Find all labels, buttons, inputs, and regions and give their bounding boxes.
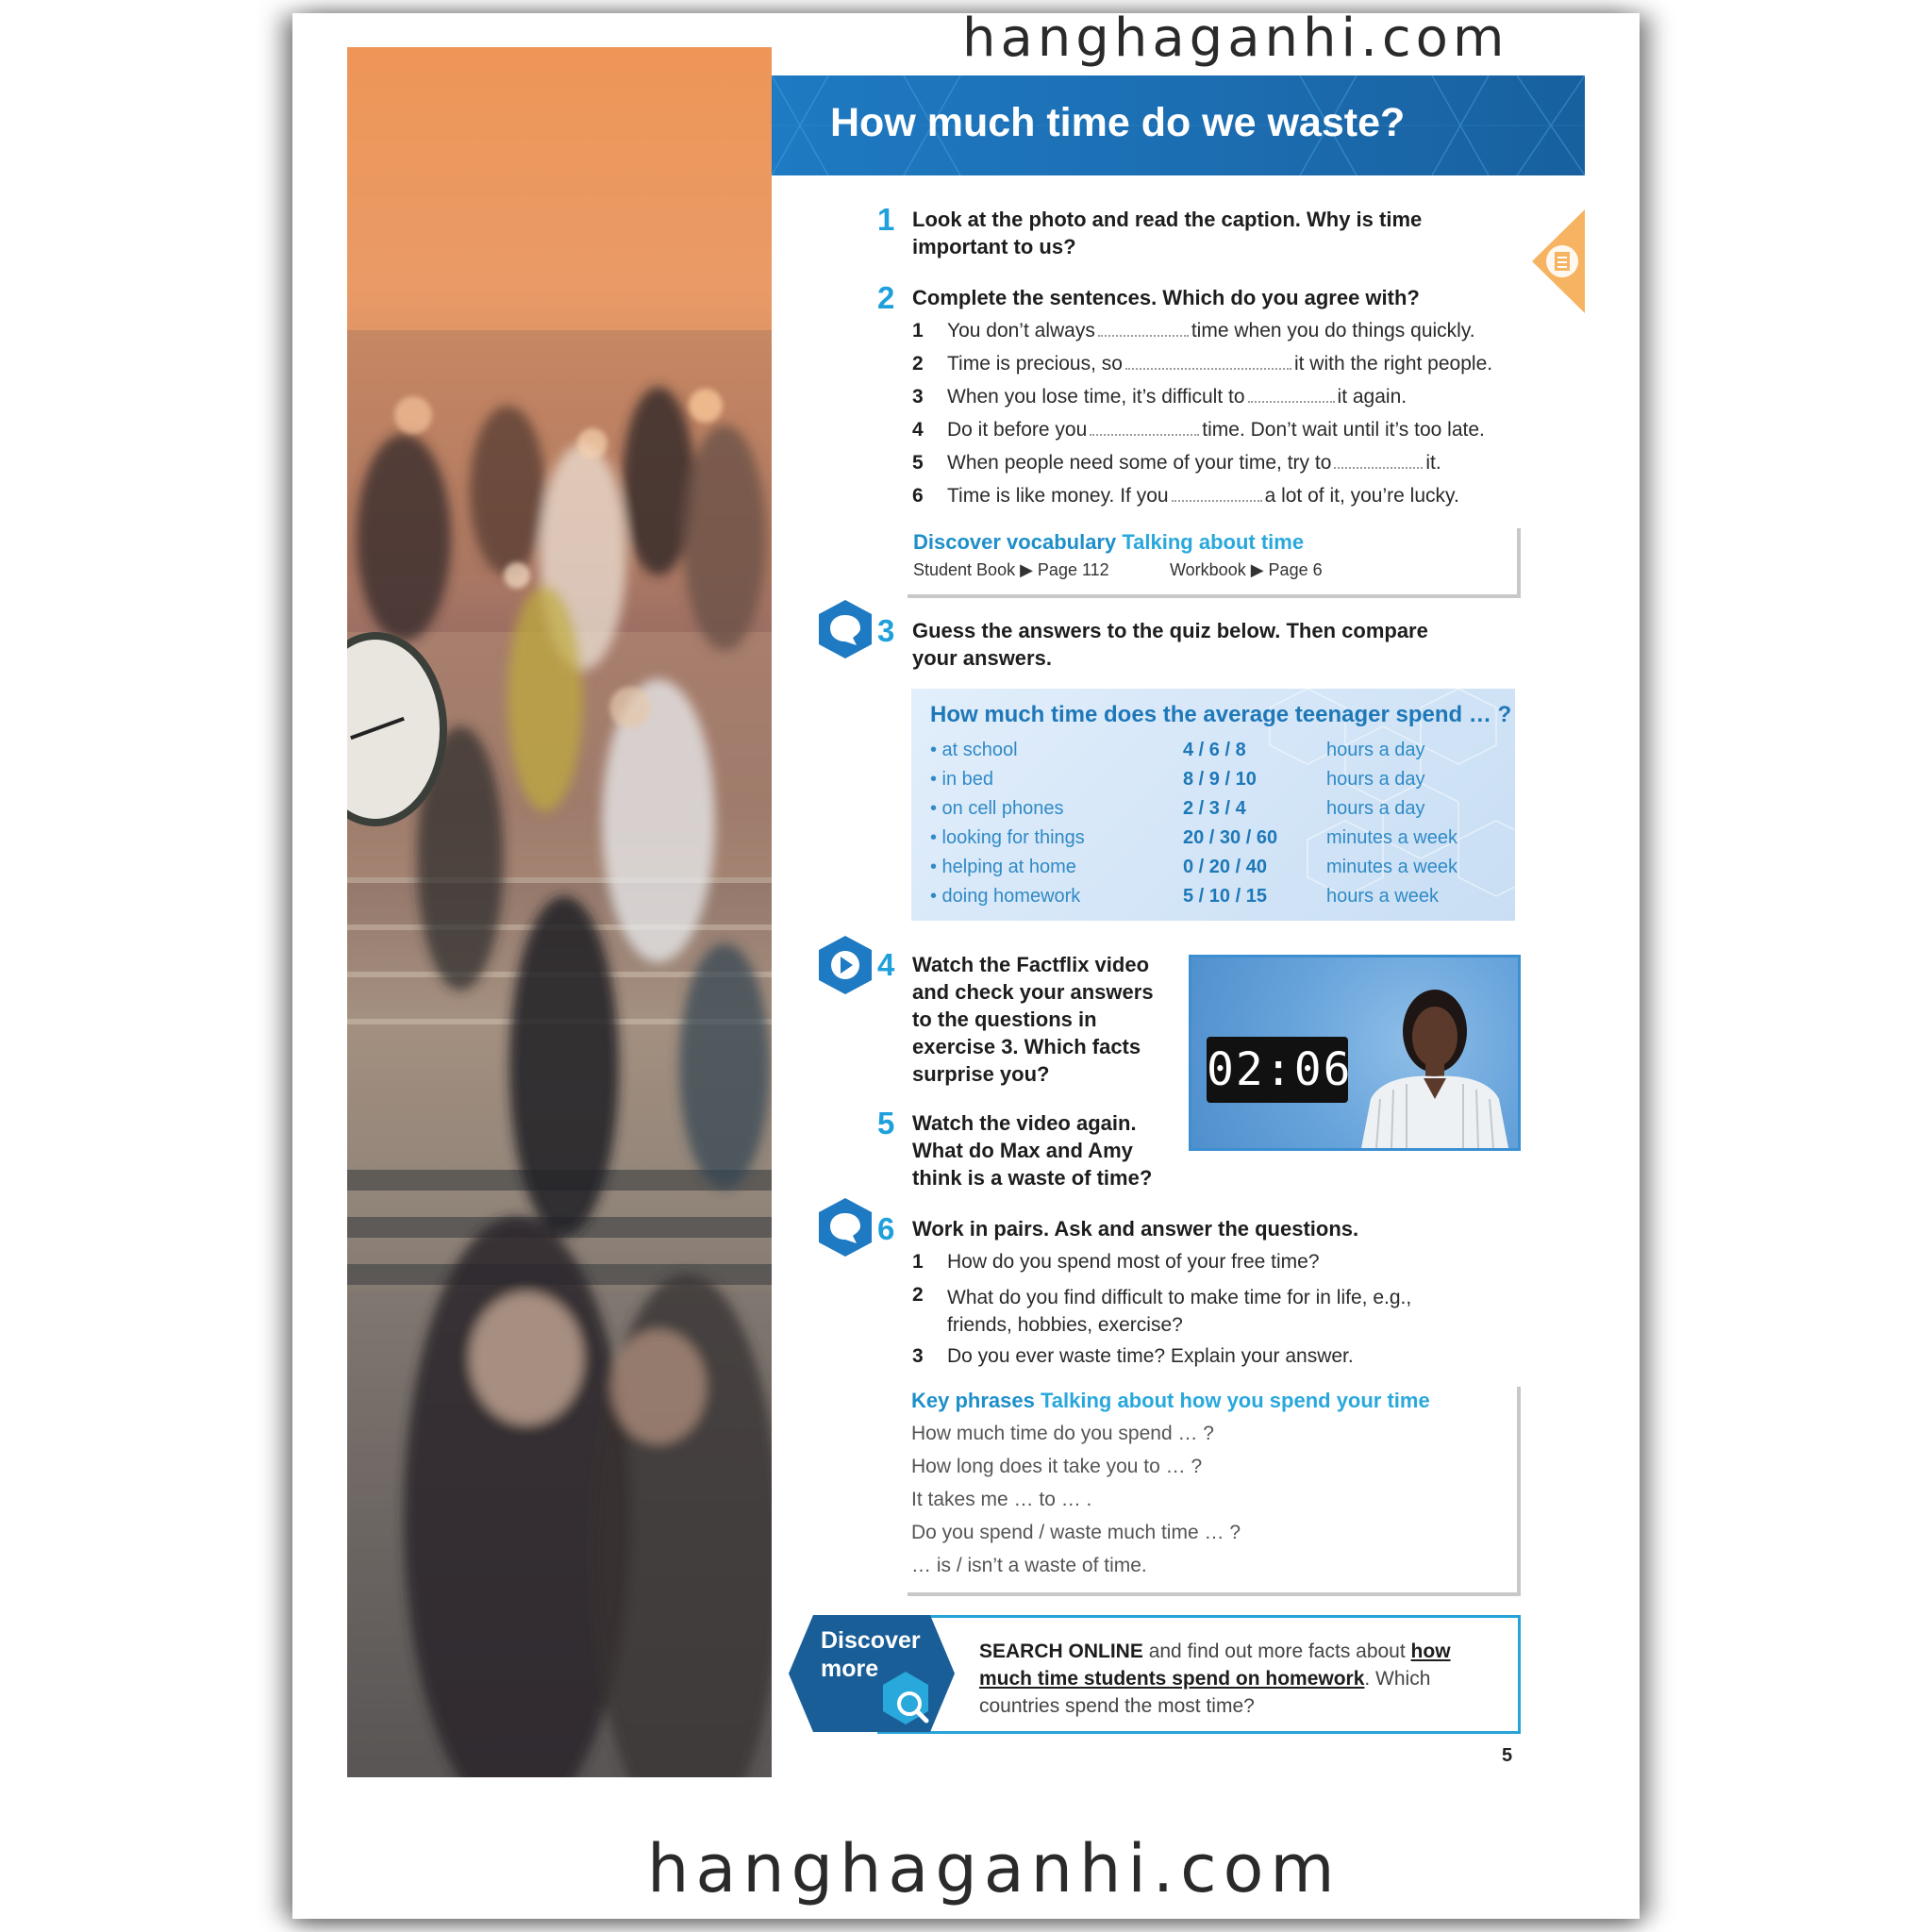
exercise-4-number: 4: [877, 947, 895, 982]
crowd-photo: [347, 47, 772, 1777]
key-phrases-box: [908, 1387, 1521, 1596]
document-icon[interactable]: [1532, 209, 1585, 313]
ex2-item-6: Time is like money. If you a lot of it, you’re lucky.: [947, 485, 1459, 507]
ex2-item-3: When you lose time, it’s difficult to it again.: [947, 386, 1407, 408]
key-phrase: How much time do you spend … ?: [911, 1423, 1214, 1444]
exercise-2-number: 2: [877, 280, 895, 315]
ex2-item-number: 1: [912, 320, 924, 341]
exercise-5-number: 5: [877, 1106, 895, 1141]
answer-blank[interactable]: [1125, 353, 1291, 370]
answer-blank[interactable]: [1090, 419, 1199, 436]
vocab-workbook-ref[interactable]: Workbook ▶ Page 6: [1170, 560, 1323, 579]
discover-more-label: Discover more: [821, 1627, 921, 1682]
ex6-item-3: Do you ever waste time? Explain your answer.: [947, 1345, 1354, 1367]
exercise-6-instruction: Work in pairs. Ask and answer the questions.: [912, 1217, 1359, 1241]
exercise-3-instruction: Guess the answers to the quiz below. Then compare your answers.: [912, 619, 1428, 670]
key-phrases-topic: Talking about how you spend your time: [1040, 1389, 1430, 1412]
presenter-image: [1191, 958, 1518, 1148]
exercise-5-instruction: Watch the video again. What do Max and Amy think is a waste of time?: [912, 1111, 1153, 1190]
watermark-bottom: hanghaganhi.com: [647, 1830, 1341, 1907]
key-phrase: Do you spend / waste much time … ?: [911, 1522, 1241, 1543]
ex6-item-number: 3: [912, 1345, 924, 1367]
ex2-item-number: 3: [912, 386, 924, 408]
exercise-3-number: 3: [877, 613, 895, 648]
watermark-top: hanghaganhi.com: [962, 8, 1509, 69]
exercise-1-instruction: Look at the photo and read the caption. Why is time important to us?: [912, 208, 1423, 258]
exercise-6-number: 6: [877, 1211, 895, 1246]
ex2-item-2: Time is precious, so it with the right people.: [947, 353, 1493, 375]
ex6-item-number: 1: [912, 1251, 924, 1273]
title-banner: [772, 75, 1585, 175]
magnifier-icon[interactable]: [891, 1685, 936, 1730]
key-phrase: It takes me … to … .: [911, 1489, 1092, 1510]
answer-blank[interactable]: [1334, 452, 1423, 469]
ex6-item-1: How do you spend most of your free time?: [947, 1251, 1320, 1273]
ex2-item-5: When people need some of your time, try to it.: [947, 452, 1441, 474]
ex2-item-number: 5: [912, 452, 924, 474]
vocab-student-book-ref[interactable]: Student Book ▶ Page 112: [913, 560, 1109, 579]
answer-blank[interactable]: [1248, 386, 1335, 403]
quiz-title: How much time does the average teenager spend … ?: [930, 702, 1512, 727]
quiz-box: How much time does the average teenager spend … ? • at school 4 / 6 / 8 hours a day • in bed 8 / 9 / 10 hours a day • on cell phones 2 / 3 / 4 hours a day • looking for things 20 / 30 / 60 minutes a week • helping at home 0 / 20 / 40 minutes a week • doing homework 5 / 10 / 15 hours a week: [911, 689, 1515, 921]
speech-bubble-hex-icon: [819, 1198, 872, 1257]
discover-vocabulary-box: [908, 528, 1521, 598]
ex2-item-number: 4: [912, 419, 924, 441]
vocab-label: Discover vocabulary: [913, 530, 1117, 554]
exercise-1-number: 1: [877, 202, 895, 237]
answer-blank[interactable]: [1098, 320, 1189, 337]
discover-more-text: SEARCH ONLINE and find out more facts about how much time students spend on homework. Which countries spend the most time?: [979, 1641, 1451, 1717]
video-timer: 02:06: [1207, 1037, 1348, 1103]
answer-blank[interactable]: [1172, 485, 1262, 502]
ex6-item-number: 2: [912, 1284, 924, 1306]
key-phrases-label: Key phrases: [911, 1389, 1035, 1412]
exercise-4-instruction: Watch the Factflix video and check your answers to the questions in exercise 3. Which facts surprise you?: [912, 953, 1154, 1086]
page-title: How much time do we waste?: [830, 100, 1406, 145]
speech-bubble-hex-icon: [819, 600, 872, 658]
exercise-2-instruction: Complete the sentences. Which do you agree with?: [912, 286, 1420, 309]
vocab-topic: Talking about time: [1122, 530, 1305, 554]
key-phrase: How long does it take you to … ?: [911, 1456, 1203, 1477]
search-topic-link[interactable]: how much time students spend on homework: [979, 1641, 1451, 1690]
key-phrase: … is / isn’t a waste of time.: [911, 1555, 1147, 1576]
ex2-item-4: Do it before you time. Don’t wait until it’s too late.: [947, 419, 1485, 441]
ex2-item-1: You don’t always time when you do things quickly.: [947, 320, 1475, 341]
ex6-item-2: What do you find difficult to make time for in life, e.g., friends, hobbies, exercise?: [947, 1287, 1412, 1336]
page-number: 5: [1502, 1745, 1513, 1766]
play-hex-icon[interactable]: [819, 936, 872, 994]
ex2-item-number: 6: [912, 485, 924, 507]
video-thumbnail[interactable]: [1189, 955, 1521, 1151]
ex2-item-number: 2: [912, 353, 924, 375]
